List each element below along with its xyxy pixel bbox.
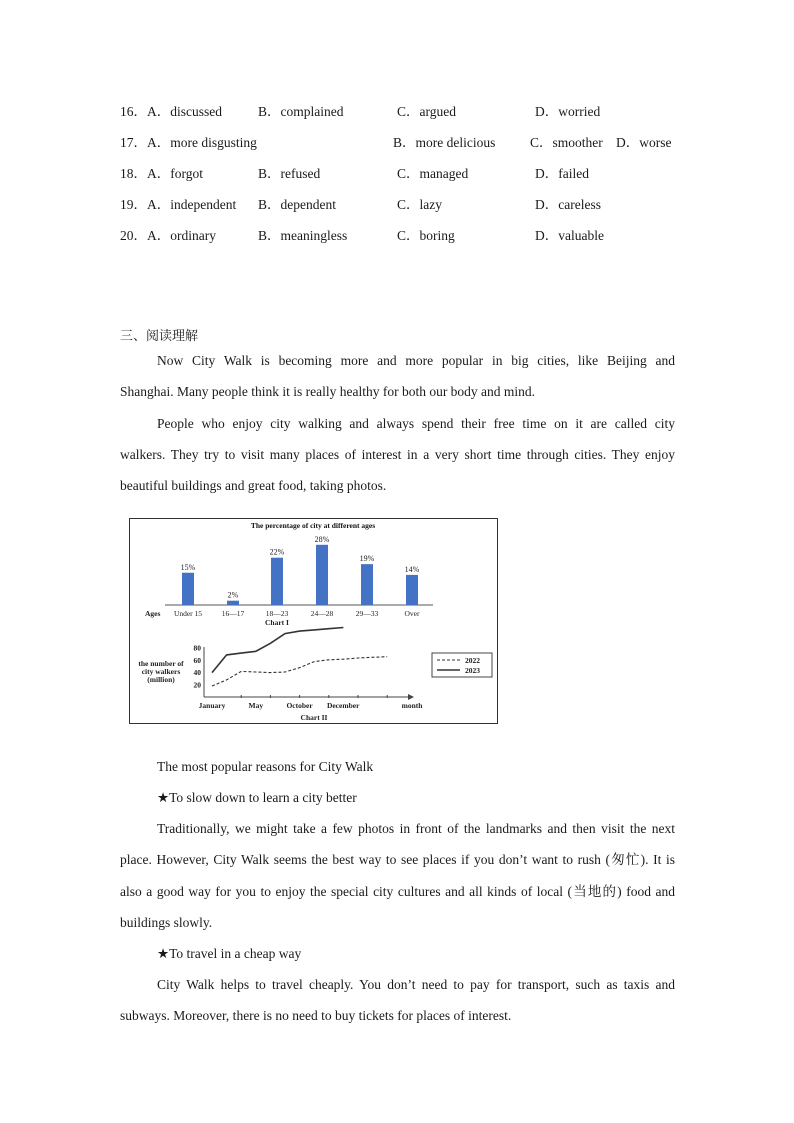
option-a: 20．A．ordinary: [120, 228, 216, 243]
option-c: C．managed: [397, 166, 469, 181]
section-title: 三、阅读理解: [120, 329, 199, 344]
chart-2-y-tick: 40: [193, 668, 201, 678]
chart-1-value-label: 28%: [314, 534, 330, 544]
option-b: B．meaningless: [258, 228, 348, 243]
option-a: 18．A．forgot: [120, 166, 203, 181]
chart-1-tick-label: Under 15: [173, 609, 203, 618]
option-row-19: [120, 195, 680, 215]
option-row-18: [120, 164, 680, 184]
chart-2-x-tick: December: [326, 701, 360, 710]
chart-1-bar: [182, 573, 194, 605]
chart-1-value-label: 15%: [180, 562, 196, 572]
charts-svg: [130, 519, 496, 722]
chart-2-series-2023: [212, 628, 343, 673]
paragraph-3-line-1: Traditionally, we might take a few photos in front of the landmarks and then visit the next: [157, 821, 675, 836]
paragraph-1-line-1: Now City Walk is becoming more and more popular in big cities, like Beijing and: [157, 353, 675, 368]
chart-1-value-label: 19%: [359, 554, 375, 564]
chart-2-caption: Chart II: [300, 713, 328, 722]
paragraph-2-line-1: People who enjoy city walking and always spend their free time on it are called city: [157, 416, 675, 431]
option-a: 19．A．independent: [120, 197, 237, 212]
option-b: B．refused: [258, 166, 321, 181]
chart-2-legend-label: 2022: [465, 656, 480, 665]
chart-1-tick-label: 18—23: [265, 609, 289, 618]
chart-1-caption: Chart I: [265, 618, 289, 627]
chart-1-tick-label: Over: [404, 609, 420, 618]
paragraph-3-line-4: buildings slowly.: [120, 915, 213, 930]
paragraph-3-line-2: place. However, City Walk seems the best way to see places if you don’t want to rush (匆忙). It is: [120, 852, 675, 867]
chart-2-x-label: month: [401, 701, 423, 710]
chart-1-value-label: 22%: [269, 547, 285, 557]
chart-2-series-2022: [212, 657, 387, 686]
option-c: C．argued: [397, 104, 456, 119]
chart-2-y-tick: 60: [193, 655, 201, 665]
chart-figure: [129, 518, 498, 724]
paragraph-4-line-2: subways. Moreover, there is no need to buy tickets for places of interest.: [120, 1008, 512, 1023]
option-c: C．lazy: [397, 197, 442, 212]
chart-1-title: The percentage of city at different ages: [250, 521, 376, 530]
option-b: B．more delicious: [393, 135, 496, 150]
chart-1-value-label: 14%: [404, 564, 420, 574]
option-row-17: [120, 133, 680, 153]
option-d: D．worried: [535, 104, 601, 119]
chart-1-value-label: 2%: [227, 590, 239, 600]
chart-1-tick-label: 24—28: [310, 609, 334, 618]
option-a: 17．A．more disgusting: [120, 135, 257, 150]
option-a: 16．A．discussed: [120, 104, 222, 119]
reason-1-heading: ★To slow down to learn a city better: [157, 790, 357, 805]
option-c: C．boring: [397, 228, 455, 243]
chart-2-x-axis-arrow: [408, 694, 414, 700]
option-b: B．dependent: [258, 197, 336, 212]
paragraph-2-line-2: walkers. They try to visit many places of interest in a very short time through cities. They enjoy: [120, 447, 675, 462]
chart-1-tick-label: 29—33: [355, 609, 379, 618]
chart-1-bar: [361, 564, 373, 605]
chart-1-bar: [316, 545, 328, 605]
option-d: D．careless: [535, 197, 601, 212]
chart-2-y-tick: 20: [193, 680, 201, 690]
chart-2-y-tick: 80: [193, 643, 201, 653]
chart-2-x-tick: May: [248, 701, 264, 710]
paragraph-1-line-2: Shanghai. Many people think it is really healthy for both our body and mind.: [120, 384, 536, 399]
chart-2-x-tick: October: [286, 701, 313, 710]
option-c: C．smoother: [530, 135, 603, 150]
paragraph-3-line-3: also a good way for you to enjoy the special city cultures and all kinds of local (当地的) food and: [120, 884, 675, 899]
option-d: D．valuable: [535, 228, 604, 243]
chart-2-x-tick: January: [198, 701, 226, 710]
option-b: B．complained: [258, 104, 344, 119]
chart-1-axis-label: Ages: [145, 609, 161, 618]
paragraph-2-line-3: beautiful buildings and great food, taking photos.: [120, 478, 387, 493]
chart-2-y-label: (million): [147, 675, 175, 684]
chart-2-legend-box: [432, 653, 492, 677]
reasons-title: The most popular reasons for City Walk: [157, 759, 374, 774]
option-row-16: [120, 102, 680, 122]
paragraph-4-line-1: City Walk helps to travel cheaply. You don’t need to pay for transport, such as taxis and: [157, 977, 675, 992]
chart-2-y-label: the number of: [138, 659, 184, 668]
option-row-20: [120, 226, 680, 246]
option-d: D．worse: [616, 135, 672, 150]
reason-2-heading: ★To travel in a cheap way: [157, 946, 302, 961]
chart-1-bar: [406, 575, 418, 605]
chart-1-bar: [227, 601, 239, 605]
chart-1-bar: [271, 558, 283, 605]
chart-2-legend-label: 2023: [465, 666, 480, 675]
chart-2-y-label: city walkers: [141, 667, 181, 676]
chart-1-tick-label: 16—17: [221, 609, 245, 618]
option-d: D．failed: [535, 166, 589, 181]
